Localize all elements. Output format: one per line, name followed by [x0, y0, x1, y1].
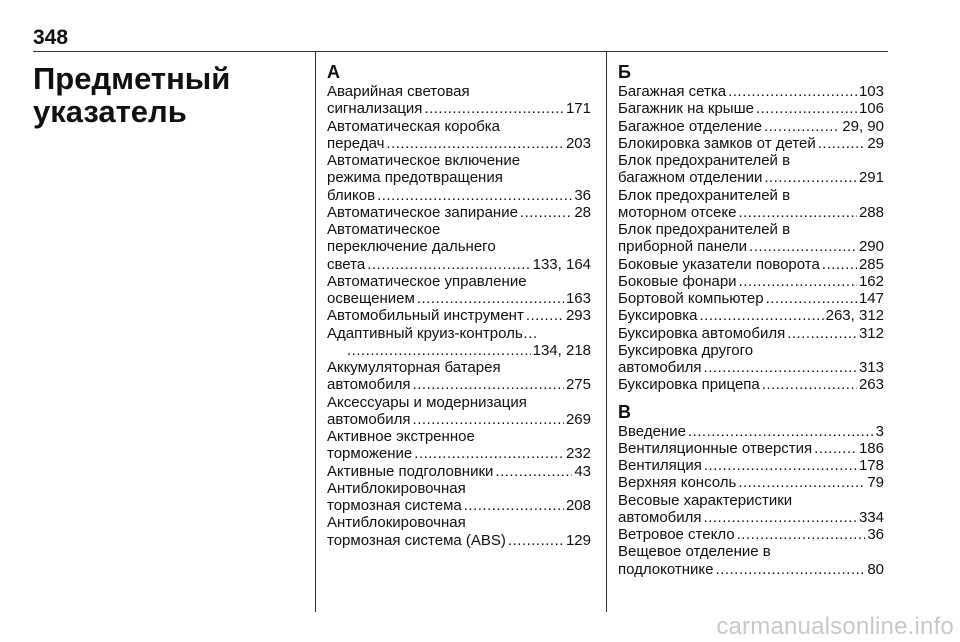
index-entry: [618, 100, 884, 117]
entry-text: тормозная система: [327, 497, 462, 514]
dot-leader: [688, 423, 874, 440]
index-entry: [618, 118, 884, 135]
entry-text: режима предотвращения: [327, 169, 503, 187]
dot-leader: [495, 463, 572, 480]
page-ref: 288: [858, 203, 884, 221]
entry-line: [618, 203, 884, 221]
watermark: carmanualsonline.info: [716, 613, 954, 640]
entry-text: торможение: [327, 445, 413, 463]
index-entry: [618, 83, 884, 100]
entry-line: [618, 169, 884, 187]
entry-text: освещением: [327, 290, 415, 307]
entry-line: [618, 290, 884, 307]
entry-text: переключение дальнего: [327, 238, 496, 256]
page-ref: 43: [574, 462, 591, 480]
entry-line: [618, 508, 884, 526]
entry-text: Адаптивный круиз-контроль…: [327, 324, 538, 342]
index-entry: [327, 514, 591, 549]
dot-leader: [787, 325, 857, 342]
entry-line: [618, 376, 884, 394]
entry-text: Блок предохранителей в: [618, 221, 791, 238]
index-entry: [327, 480, 591, 515]
section-letter: Б: [618, 62, 631, 82]
entry-text: Буксировка автомобиля: [618, 324, 786, 342]
entry-text: Аккумуляторная батарея: [327, 359, 501, 376]
index-section: [618, 62, 884, 394]
page-ref: 171: [565, 100, 591, 118]
entry-text: Активное экстренное: [327, 428, 475, 445]
index-entry: [618, 457, 884, 474]
index-entry: [327, 307, 591, 324]
dot-leader: [818, 135, 866, 152]
entry-text: Автоматическая коробка: [327, 117, 501, 135]
index-entry: [327, 152, 591, 204]
index-title: [33, 62, 303, 128]
entry-line: [618, 134, 884, 152]
page-ref: 147: [858, 290, 884, 307]
page-ref: 186: [858, 439, 884, 457]
page-ref: 263: [858, 376, 884, 394]
entry-line: [618, 324, 884, 342]
page-ref: 103: [858, 83, 884, 100]
entry-text: бликов: [327, 186, 376, 204]
column-divider: [606, 52, 607, 612]
entry-text: Аварийная световая: [327, 83, 470, 100]
entry-line: [327, 238, 591, 256]
entry-text: Багажник на крыше: [618, 100, 754, 118]
dot-leader: [704, 457, 857, 474]
entry-text: Автоматическое запирание: [327, 203, 518, 221]
entry-line: [327, 255, 591, 273]
page-ref: 28: [574, 203, 591, 221]
entry-line: [327, 152, 591, 169]
page-ref: 290: [858, 238, 884, 256]
entry-text: Аксессуары и модернизация: [327, 393, 527, 411]
entry-line: [327, 531, 591, 549]
entry-line: [618, 359, 884, 376]
index-entry: [327, 463, 591, 480]
entry-text: света: [327, 255, 366, 273]
entry-text: моторном отсеке: [618, 203, 737, 221]
index-title-line: Предметный: [33, 61, 231, 96]
index-entry: [618, 221, 884, 256]
dot-leader: [737, 526, 866, 543]
entry-line: [618, 100, 884, 118]
index-entry: [327, 221, 591, 273]
entry-text: Буксировка прицепа: [618, 376, 760, 394]
dot-leader: [704, 359, 857, 376]
dot-leader: [700, 307, 824, 324]
index-entry: [618, 342, 884, 377]
entry-line: [345, 342, 591, 359]
dot-leader: [749, 238, 857, 255]
dot-leader: [738, 204, 857, 221]
entry-text: приборной панели: [618, 238, 748, 256]
index-entry: [618, 423, 884, 440]
page-ref: 275: [565, 376, 591, 394]
entry-line: [618, 439, 884, 457]
index-entry: [618, 492, 884, 527]
entry-text: автомобиля: [618, 508, 702, 526]
entry-line: [327, 324, 591, 342]
entry-line: [618, 272, 884, 290]
entry-text: Блокировка замков от детей: [618, 134, 816, 152]
dot-leader: [814, 440, 857, 457]
entry-text: Багажная сетка: [618, 83, 727, 100]
entry-text: Автоматическое включение: [327, 152, 521, 169]
page-ref: 208: [565, 497, 591, 514]
entry-line: [618, 526, 884, 543]
dot-leader: [508, 532, 564, 549]
entry-line: [327, 462, 591, 480]
entry-text: автомобиля: [618, 359, 702, 376]
dot-leader: [424, 100, 564, 117]
page-ref: 129: [565, 531, 591, 549]
index-entry: [618, 187, 884, 222]
entry-line: [327, 221, 591, 238]
page-ref: 29, 90: [842, 117, 884, 135]
entry-line: [327, 410, 591, 428]
index-entry: [327, 118, 591, 153]
entry-line: [327, 307, 591, 325]
entry-text: Ветровое стекло: [618, 526, 735, 543]
dot-leader: [822, 256, 857, 273]
entry-line: [327, 514, 591, 532]
entry-line: [618, 474, 884, 492]
entry-line: [618, 221, 884, 238]
page-ref: 106: [858, 100, 884, 118]
page-ref: 163: [565, 290, 591, 307]
page-ref: 263, 312: [825, 307, 884, 325]
entry-line: [618, 117, 884, 135]
entry-text: автомобиля: [327, 410, 411, 428]
page-ref: 80: [867, 560, 884, 578]
entry-line: [327, 497, 591, 514]
entry-line: [618, 422, 884, 440]
index-entry: [618, 135, 884, 152]
page-ref: 232: [565, 445, 591, 463]
entry-line: [618, 543, 884, 561]
index-entry: [327, 325, 591, 360]
entry-text: Антиблокировочная: [327, 479, 466, 497]
dot-leader: [756, 100, 857, 117]
dot-leader: [738, 474, 865, 491]
index-entry: [618, 325, 884, 342]
index-column-1: [327, 62, 591, 549]
entry-line: [618, 83, 884, 100]
entry-text: Блок предохранителей в: [618, 186, 791, 204]
page-ref: 203: [565, 134, 591, 152]
entry-line: [327, 376, 591, 394]
entry-line: [618, 152, 884, 169]
index-entry: [618, 290, 884, 307]
entry-text: багажном отделении: [618, 169, 763, 187]
index-entry: [618, 256, 884, 273]
page-ref: 285: [858, 255, 884, 273]
page-ref: 178: [858, 457, 884, 474]
index-entry: [618, 440, 884, 457]
index-entry: [618, 474, 884, 491]
entry-line: [327, 100, 591, 118]
entry-line: [327, 445, 591, 463]
page-ref: 269: [565, 410, 591, 428]
entry-line: [618, 491, 884, 509]
entry-text: Активные подголовники: [327, 462, 494, 480]
entry-text: Автомобильный инструмент: [327, 307, 524, 325]
entry-line: [618, 457, 884, 474]
entry-line: [327, 83, 591, 100]
page-ref: 334: [858, 508, 884, 526]
dot-leader: [716, 561, 866, 578]
entry-text: Блок предохранителей в: [618, 152, 791, 169]
entry-text: Автоматическое управление: [327, 272, 527, 290]
page-ref: 313: [858, 359, 884, 376]
dot-leader: [704, 509, 857, 526]
entry-line: [618, 560, 884, 578]
dot-leader: [766, 290, 857, 307]
dot-leader: [764, 118, 840, 135]
entry-line: [327, 428, 591, 445]
entry-line: [327, 272, 591, 290]
entry-text: Бортовой компьютер: [618, 290, 764, 307]
index-entry: [327, 359, 591, 394]
entry-text: Антиблокировочная: [327, 514, 466, 532]
index-entry: [327, 394, 591, 429]
section-letter: А: [327, 62, 340, 82]
entry-line: [327, 203, 591, 221]
entry-text: тормозная система (ABS): [327, 531, 506, 549]
page-ref: 36: [867, 526, 884, 543]
entry-text: Весовые характеристики: [618, 491, 793, 509]
index-entry: [618, 273, 884, 290]
entry-line: [327, 117, 591, 135]
index-entry: [327, 83, 591, 118]
index-entry: [327, 204, 591, 221]
page-ref: 291: [858, 169, 884, 187]
entry-line: [618, 255, 884, 273]
entry-text: Боковые фонари: [618, 272, 737, 290]
entry-line: [618, 341, 884, 359]
dot-leader: [464, 497, 564, 514]
entry-line: [618, 238, 884, 256]
entry-line: [327, 134, 591, 152]
entry-text: Багажное отделение: [618, 117, 762, 135]
dot-leader: [520, 204, 572, 221]
index-entry: [618, 152, 884, 187]
entry-text: Верхняя консоль: [618, 474, 737, 492]
dot-leader: [413, 376, 564, 393]
entry-text: автомобиля: [327, 376, 411, 394]
section-letter: В: [618, 401, 631, 422]
entry-text: Буксировка: [618, 307, 698, 325]
dot-leader: [526, 307, 564, 324]
page-ref: 133, 164: [532, 255, 591, 273]
page-ref: 36: [574, 186, 591, 204]
entry-text: Введение: [618, 422, 686, 440]
entry-line: [327, 186, 591, 204]
index-entry: [618, 307, 884, 324]
page-ref: 3: [875, 422, 884, 440]
entry-line: [618, 186, 884, 204]
page-ref: 162: [858, 272, 884, 290]
dot-leader: [728, 83, 857, 100]
entry-line: [327, 479, 591, 497]
dot-leader: [367, 256, 530, 273]
dot-leader: [347, 342, 531, 359]
dot-leader: [386, 135, 564, 152]
entry-text: Боковые указатели поворота: [618, 255, 820, 273]
dot-leader: [762, 376, 857, 393]
dot-leader: [764, 169, 857, 186]
dot-leader: [377, 187, 572, 204]
entry-text: подлокотнике: [618, 560, 714, 578]
index-title-line: указатель: [33, 94, 187, 129]
page-ref: 29: [867, 134, 884, 152]
index-entry: [327, 273, 591, 308]
index-section: [327, 62, 591, 549]
entry-line: [327, 359, 591, 376]
dot-leader: [414, 445, 564, 462]
entry-text: Вентиляционные отверстия: [618, 439, 813, 457]
page-ref: 293: [565, 307, 591, 325]
dot-leader: [413, 411, 564, 428]
entry-text: Вентиляция: [618, 457, 702, 474]
entry-text: Вещевое отделение в: [618, 543, 771, 561]
index-section: [618, 402, 884, 578]
entry-line: [327, 290, 591, 307]
index-entry: [327, 428, 591, 463]
entry-text: Буксировка другого: [618, 341, 754, 359]
dot-leader: [417, 290, 564, 307]
entry-text: сигнализация: [327, 100, 423, 118]
entry-text: Автоматическое: [327, 221, 441, 238]
column-divider: [315, 52, 316, 612]
top-rule: [33, 51, 888, 52]
page-ref: 79: [867, 474, 884, 492]
index-entry: [618, 376, 884, 393]
page-ref: 312: [858, 324, 884, 342]
index-entry: [618, 526, 884, 543]
page-ref: 134, 218: [532, 341, 591, 359]
entry-text: передач: [327, 134, 385, 152]
dot-leader: [739, 273, 857, 290]
entry-line: [618, 307, 884, 325]
index-column-2: [618, 62, 884, 578]
index-entry: [618, 543, 884, 578]
entry-line: [327, 393, 591, 411]
entry-line: [327, 169, 591, 187]
page-number: 348: [33, 26, 69, 49]
